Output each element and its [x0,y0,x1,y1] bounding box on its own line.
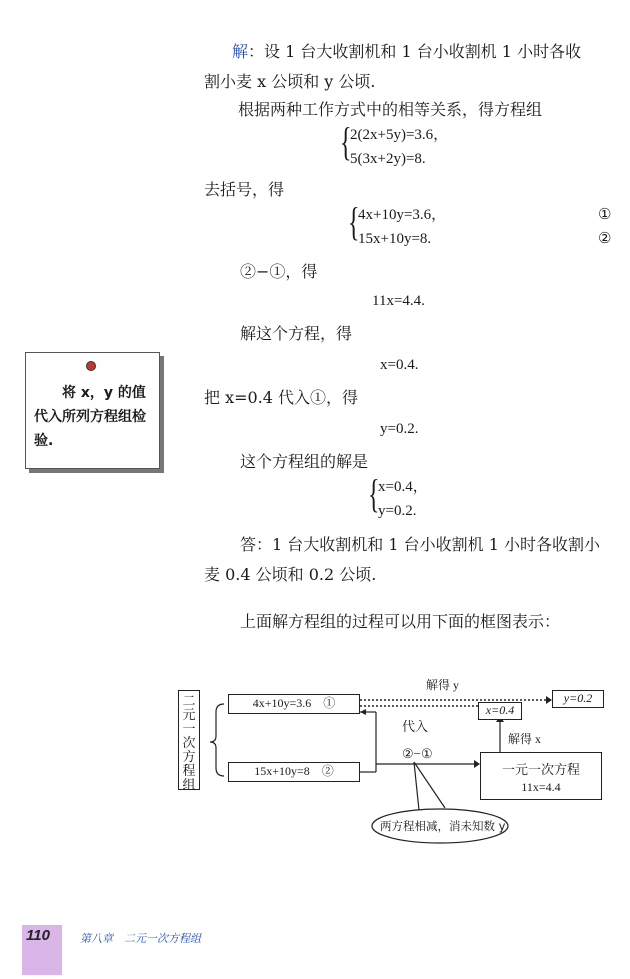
linear-eq: 11x=4.4 [521,780,561,794]
brace-system-1: { [340,119,352,164]
mark-2: ② [598,231,612,247]
eq2-box: 15x+10y=8 ② [228,762,360,782]
eq-y: y=0.2. [380,421,419,437]
linear-equation-box [480,752,602,800]
solution-line-3: 根据两种工作方式中的相等关系，得方程组 [238,100,543,119]
step-subtract: ②−①，得 [240,262,318,281]
step-solve: 解这个方程，得 [240,324,353,343]
step-expand: 去括号，得 [204,180,285,199]
eq1-box: 4x+10y=3.6 ① [228,694,360,714]
callout-text: 两方程相减，消未知数 y [380,819,506,833]
substitute-label: 代入 [402,719,429,734]
system2-eq2: 15x+10y=8. [358,231,432,247]
brace-system-2: { [348,199,360,244]
system1-eq2: 5(3x+2y)=8. [350,151,426,167]
page-number-tab [22,925,62,975]
brace-system-3: { [368,471,380,516]
system3-eq2: y=0.2. [378,503,417,519]
solution-line-2: 割小麦 x 公顷和 y 公顷. [204,72,376,91]
solve-x-label: 解得 x [508,732,542,746]
linear-title: 一元一次方程 [501,763,580,778]
system3-eq1: x=0.4， [378,479,428,495]
left-label-box: 二元一次方程组 [178,690,200,790]
step-solution: 这个方程组的解是 [240,452,369,471]
eq-11x: 11x=4.4. [372,293,425,309]
page-number: 110 [26,927,50,944]
x-result-box: x=0.4 [478,702,522,720]
y-result-box: y=0.2 [552,690,604,708]
chapter-title: 第八章 二元一次方程组 [80,932,201,945]
answer-line-2: 麦 0.4 公顷和 0.2 公顷. [204,565,377,584]
solution-label: 解 [232,42,249,61]
solve-y-label: 解得 y [426,678,460,692]
subtract-label: ②−① [402,746,433,761]
step-substitute: 把 x=0.4 代入①，得 [204,388,359,407]
diagram-intro: 上面解方程组的过程可以用下面的框图表示： [240,612,561,631]
mark-1: ① [598,207,612,223]
side-note-text: 将 x，y 的值代入所列方程组检验. [34,385,146,449]
system2-eq1: 4x+10y=3.6， [358,207,447,223]
system1-eq1: 2(2x+5y)=3.6， [350,127,449,143]
eq-x: x=0.4. [380,357,419,373]
answer-line-1: 答：1 台大收割机和 1 台小收割机 1 小时各收割小 [240,535,600,554]
solution-line-1: 解：设 1 台大收割机和 1 台小收割机 1 小时各收 [232,42,582,61]
